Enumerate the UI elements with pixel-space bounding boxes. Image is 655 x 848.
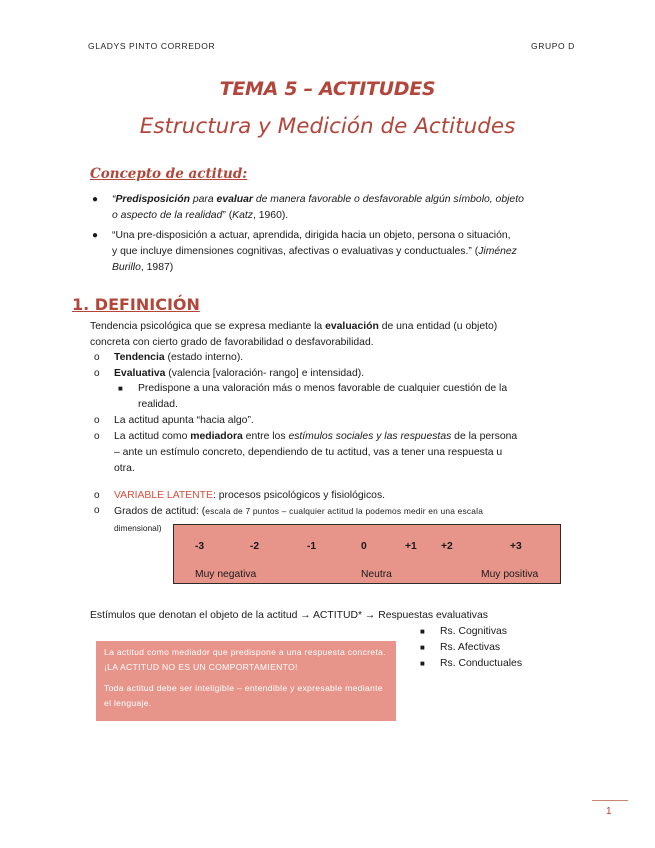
section-heading-definicion: 1. DEFINICIÓN — [72, 295, 200, 314]
square-bullet-icon: ■ — [420, 643, 425, 652]
list-item-variable-latente: VARIABLE LATENTE: procesos psicológicos y fisiológicos. — [114, 490, 386, 501]
concept-bullet-1 — [112, 192, 524, 224]
scale-value: +3 — [510, 541, 522, 552]
concept-bullet-2-line-2: y que incluye dimensiones cognitivas, afectivas o evaluativas y conductuales.” (Jiménez — [112, 246, 517, 257]
list-item-hacia-algo: La actitud apunta “hacia algo”. — [114, 415, 254, 426]
list-subitem-predispone: Predispone a una valoración más o menos favorable de cualquier cuestión de la realidad. — [138, 383, 508, 410]
header-author: GLADYS PINTO CORREDOR — [88, 41, 216, 51]
section-heading-concepto: Concepto de actitud: — [90, 166, 248, 182]
list-item-mediadora: La actitud como mediadora entre los estímulos sociales y las respuestas de la persona – ante un estímulo concreto, dependiendo de tu actitud, vas a tener una respuesta u otra. — [114, 431, 518, 474]
scale-label-neutral: Neutra — [361, 569, 392, 580]
list-item-tendencia: Tendencia (estado interno). — [114, 352, 244, 363]
definition-paragraph: Tendencia psicológica que se expresa mediante la evaluación de una entidad (u objeto) concreta con cierto grado de favorabilidad o desfavorabilidad. — [90, 321, 498, 348]
response-item-conductuales: Rs. Conductuales — [440, 658, 523, 669]
square-bullet-icon: ■ — [420, 627, 425, 636]
note-text-1: La actitud como mediador que predispone a una respuesta concreta. ¡LA ACTITUD NO ES UN COMPORTAMIENTO! — [104, 647, 386, 672]
scale-value: +1 — [405, 541, 417, 552]
concept-bullet-1-line-1: “Predisposición para evaluar de manera favorable o desfavorable algún símbolo, objeto — [112, 194, 524, 205]
header-group: GRUPO D — [531, 41, 575, 51]
scale-value: 0 — [361, 541, 367, 552]
response-item-afectivas: Rs. Afectivas — [440, 642, 501, 653]
stimulus-response-flow: Estímulos que denotan el objeto de la actitud → ACTITUD* → Respuestas evaluativas — [90, 610, 488, 621]
page-subtitle: Estructura y Medición de Actitudes — [139, 114, 516, 139]
list-marker-icon: o — [94, 415, 100, 426]
square-bullet-icon: ■ — [420, 659, 425, 668]
concept-bullet-1-line-2: o aspecto de la realidad” (Katz, 1960). — [112, 210, 289, 221]
list-item-grados: Grados de actitud: (escala de 7 puntos – cualquier actitud la podemos medir en una escala dimensional) — [114, 506, 484, 533]
list-marker-icon: o — [94, 431, 100, 442]
scale-label-positive: Muy positiva — [481, 569, 539, 580]
scale-value: -1 — [307, 541, 317, 552]
page-title: TEMA 5 – ACTITUDES — [219, 78, 436, 100]
scale-value: -2 — [250, 541, 260, 552]
attitude-scale-box — [173, 524, 561, 584]
footer-rule — [592, 800, 628, 801]
concept-bullet-2-line-1: “Una pre-disposición a actuar, aprendida, dirigida hacia un objeto, persona o situación, — [112, 230, 511, 241]
page-number: 1 — [606, 806, 612, 817]
scale-value: +2 — [441, 541, 453, 552]
list-marker-icon: o — [94, 505, 100, 516]
list-marker-icon: o — [94, 352, 100, 363]
list-item-evaluativa: Evaluativa (valencia [valoración- rango] e intensidad). — [114, 368, 365, 379]
response-item-cognitivas: Rs. Cognitivas — [440, 626, 507, 637]
square-bullet-icon: ■ — [118, 384, 123, 393]
list-marker-icon: o — [94, 368, 100, 379]
scale-label-negative: Muy negativa — [195, 569, 257, 580]
note-text-2: Toda actitud debe ser inteligible – entendible y expresable mediante el lenguaje. — [104, 683, 383, 708]
bullet-dot-icon: ● — [92, 230, 99, 241]
note-box — [96, 641, 396, 721]
concept-bullet-2 — [112, 228, 517, 276]
scale-value: -3 — [195, 541, 205, 552]
list-marker-icon: o — [94, 490, 100, 501]
concept-bullet-2-line-3: Burillo, 1987) — [112, 262, 174, 273]
bullet-dot-icon: ● — [92, 194, 99, 205]
